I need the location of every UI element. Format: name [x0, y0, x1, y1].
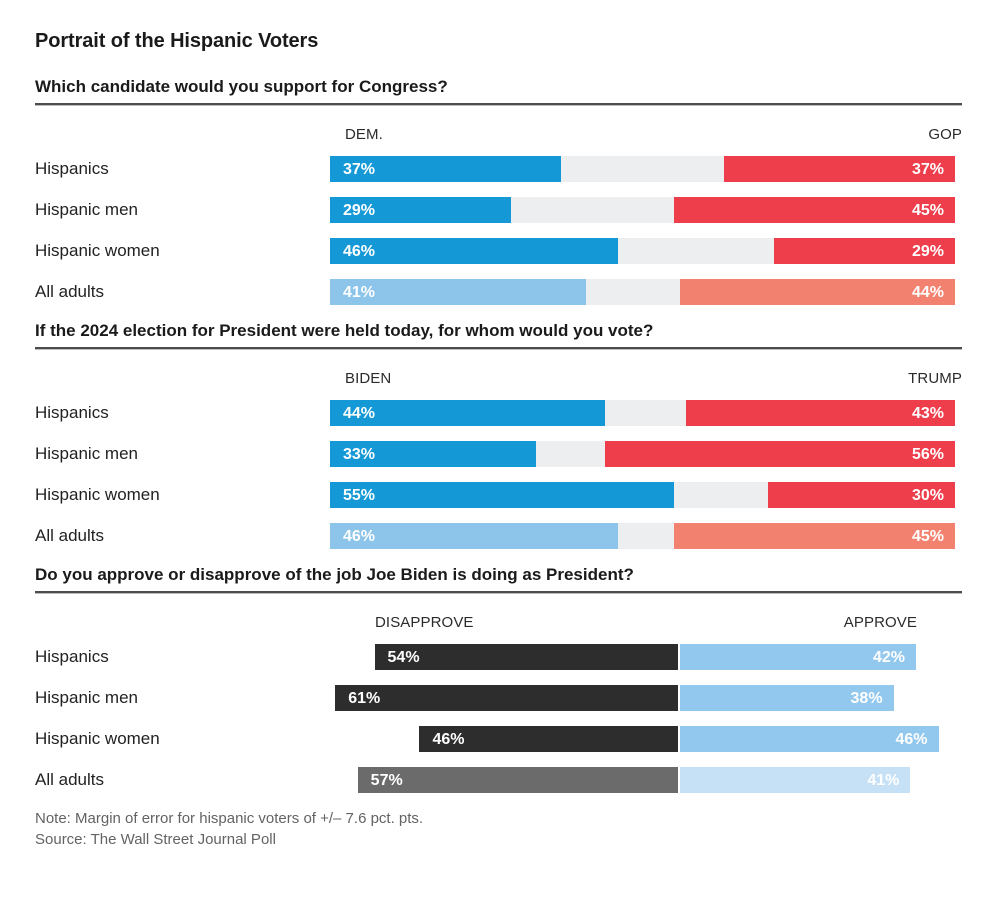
right-axis-label: TRUMP	[908, 370, 962, 387]
row-label: Hispanic women	[35, 241, 160, 260]
row-label: Hispanics	[35, 647, 109, 666]
undecided-track	[536, 441, 605, 467]
row-label: Hispanic men	[35, 200, 138, 219]
axis-labels	[35, 370, 962, 387]
right-bar-segment: 41%	[680, 767, 910, 793]
section-title: Do you approve or disapprove of the job Joe Biden is doing as President?	[35, 565, 634, 584]
chart-section	[35, 77, 962, 305]
section-divider	[35, 591, 962, 594]
left-bar-segment: 57%	[358, 767, 678, 793]
chart-row	[35, 644, 962, 670]
row-label: Hispanic women	[35, 729, 160, 748]
undecided-track	[618, 523, 674, 549]
bar-area	[330, 197, 955, 223]
page-title: Portrait of the Hispanic Voters	[35, 30, 319, 52]
row-label: Hispanic men	[35, 444, 138, 463]
right-bar-segment: 42%	[680, 644, 916, 670]
source-line: Source: The Wall Street Journal Poll	[35, 831, 276, 848]
chart-section	[35, 565, 962, 793]
rows	[35, 156, 962, 305]
chart-row	[35, 441, 962, 467]
disapprove-zone	[330, 685, 678, 711]
undecided-track	[605, 400, 686, 426]
undecided-track	[586, 279, 680, 305]
disapprove-zone	[330, 644, 678, 670]
bar-area	[330, 767, 955, 793]
section-divider	[35, 103, 962, 106]
chart-section	[35, 321, 962, 549]
axis-labels	[35, 126, 962, 143]
section-title: If the 2024 election for President were held today, for whom would you vote?	[35, 321, 654, 340]
undecided-track	[511, 197, 674, 223]
undecided-track	[618, 238, 774, 264]
left-axis-label: BIDEN	[345, 370, 392, 387]
axis-labels	[35, 614, 962, 631]
bar-area	[330, 482, 955, 508]
section-title: Which candidate would you support for Congress?	[35, 77, 448, 96]
chart-sections	[35, 77, 962, 793]
row-label: All adults	[35, 770, 104, 789]
right-bar-segment: 44%	[680, 279, 955, 305]
chart-row	[35, 279, 962, 305]
left-bar-segment: 33%	[330, 441, 536, 467]
bar-area	[330, 523, 955, 549]
undecided-track	[674, 482, 768, 508]
right-bar-segment: 46%	[680, 726, 939, 752]
chart-row	[35, 156, 962, 182]
row-label: Hispanics	[35, 159, 109, 178]
left-bar-segment: 55%	[330, 482, 674, 508]
bar-area	[330, 441, 955, 467]
right-bar-segment: 45%	[674, 523, 955, 549]
section-divider	[35, 347, 962, 350]
row-label: Hispanic men	[35, 688, 138, 707]
disapprove-zone	[330, 726, 678, 752]
chart-row	[35, 482, 962, 508]
bar-area	[330, 156, 955, 182]
rows	[35, 644, 962, 793]
left-bar-segment: 41%	[330, 279, 586, 305]
left-bar-segment: 61%	[335, 685, 678, 711]
right-axis-label: GOP	[928, 126, 962, 143]
right-bar-segment: 30%	[768, 482, 956, 508]
left-axis-label: DEM.	[345, 126, 383, 143]
chart-row	[35, 726, 962, 752]
chart-row	[35, 400, 962, 426]
left-bar-segment: 46%	[330, 238, 618, 264]
row-label: Hispanics	[35, 403, 109, 422]
rows	[35, 400, 962, 549]
bar-area	[330, 400, 955, 426]
row-label: All adults	[35, 526, 104, 545]
footnote: Note: Margin of error for hispanic voters of +/– 7.6 pct. pts.	[35, 810, 424, 827]
left-bar-segment: 29%	[330, 197, 511, 223]
left-axis-label: DISAPPROVE	[375, 614, 474, 631]
right-axis-label: APPROVE	[843, 614, 917, 631]
undecided-track	[561, 156, 724, 182]
left-bar-segment: 54%	[375, 644, 678, 670]
bar-area	[330, 726, 955, 752]
bar-area	[330, 279, 955, 305]
row-label: All adults	[35, 282, 104, 301]
chart-row	[35, 767, 962, 793]
right-bar-segment: 45%	[674, 197, 955, 223]
chart-row	[35, 523, 962, 549]
left-bar-segment: 37%	[330, 156, 561, 182]
bar-area	[330, 685, 955, 711]
left-bar-segment: 46%	[330, 523, 618, 549]
bar-area	[330, 238, 955, 264]
left-bar-segment: 44%	[330, 400, 605, 426]
right-bar-segment: 37%	[724, 156, 955, 182]
disapprove-zone	[330, 767, 678, 793]
right-bar-segment: 29%	[774, 238, 955, 264]
right-bar-segment: 56%	[605, 441, 955, 467]
right-bar-segment: 38%	[680, 685, 894, 711]
right-bar-segment: 43%	[686, 400, 955, 426]
chart-row	[35, 238, 962, 264]
bar-area	[330, 644, 955, 670]
row-label: Hispanic women	[35, 485, 160, 504]
chart-row	[35, 197, 962, 223]
chart-row	[35, 685, 962, 711]
left-bar-segment: 46%	[419, 726, 678, 752]
